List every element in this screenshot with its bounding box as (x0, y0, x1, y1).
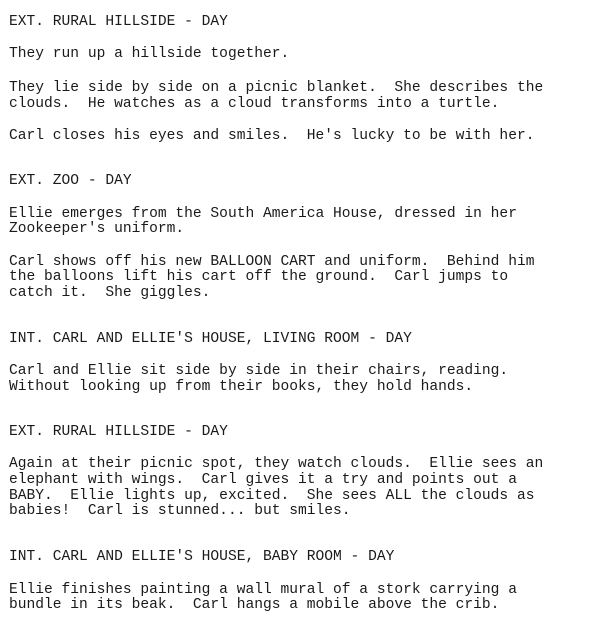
action-line: Ellie finishes painting a wall mural of a stork carrying a (9, 582, 517, 598)
action-line: Carl and Ellie sit side by side in their chairs, reading. (9, 363, 509, 379)
action-line: elephant with wings. Carl gives it a try and points out a (9, 472, 517, 488)
action-line: the balloons lift his cart off the ground. Carl jumps to (9, 269, 509, 285)
scene-heading: INT. CARL AND ELLIE'S HOUSE, LIVING ROOM - DAY (9, 331, 412, 347)
action-line: They lie side by side on a picnic blanket. She describes the (9, 80, 544, 96)
action-line: They run up a hillside together. (9, 46, 290, 62)
action-line: bundle in its beak. Carl hangs a mobile above the crib. (9, 597, 500, 613)
action-line: Without looking up from their books, they hold hands. (9, 379, 474, 395)
action-line: Carl shows off his new BALLOON CART and uniform. Behind him (9, 254, 535, 270)
action-line: Again at their picnic spot, they watch clouds. Ellie sees an (9, 456, 544, 472)
action-line: babies! Carl is stunned... but smiles. (9, 503, 351, 519)
scene-heading: EXT. RURAL HILLSIDE - DAY (9, 424, 228, 440)
action-line: Zookeeper's uniform. (9, 221, 185, 237)
action-line: Ellie emerges from the South America House, dressed in her (9, 206, 517, 222)
action-line: clouds. He watches as a cloud transforms into a turtle. (9, 96, 500, 112)
action-line: Carl closes his eyes and smiles. He's lucky to be with her. (9, 128, 535, 144)
action-line: BABY. Ellie lights up, excited. She sees ALL the clouds as (9, 488, 535, 504)
action-line: catch it. She giggles. (9, 285, 211, 301)
scene-heading: INT. CARL AND ELLIE'S HOUSE, BABY ROOM - DAY (9, 549, 395, 565)
scene-heading: EXT. ZOO - DAY (9, 173, 132, 189)
scene-heading: EXT. RURAL HILLSIDE - DAY (9, 14, 228, 30)
